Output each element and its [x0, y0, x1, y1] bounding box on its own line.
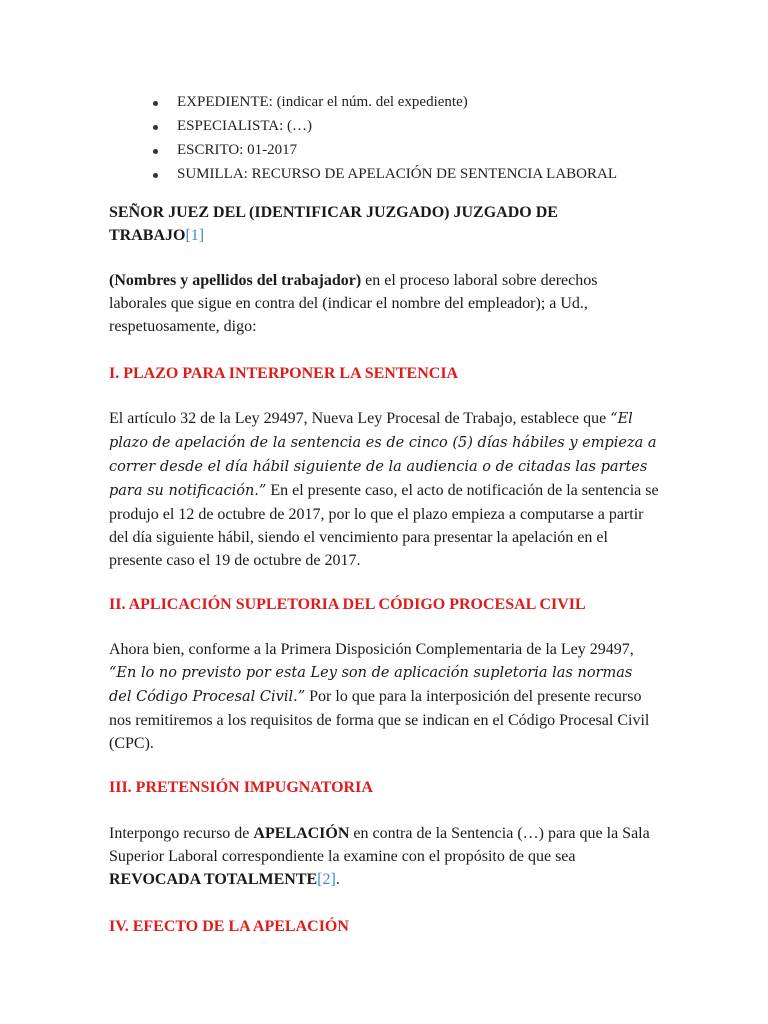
section-4-heading: IV. EFECTO DE LA APELACIÓN — [109, 918, 349, 935]
section-2-text-after: Por lo que para la interposición del presente recurso nos remitiremos a los requisitos de forma que se indican en el Código Procesal Civil (CPC). — [109, 688, 650, 752]
footnote-ref-1[interactable]: [1] — [185, 227, 205, 244]
section-2-heading: II. APLICACIÓN SUPLETORIA DEL CÓDIGO PROCESAL CIVIL — [109, 596, 586, 613]
section-1-quote: “El plazo de apelación de la sentencia es de cinco (5) días hábiles y empieza a correr desde el día hábil siguiente de la audiencia o de citadas las partes para su notificación.” — [109, 411, 657, 499]
section-3-text-1: Interpongo recurso de — [109, 825, 254, 842]
bullet-escrito: ESCRITO: 01-2017 — [0, 138, 768, 162]
section-1-text-after: En el presente caso, el acto de notificación de la sentencia se produjo el 12 de octubre de 2017, por lo que el plazo empieza a computarse a partir del día siguiente hábil, siendo el vencimiento para presentar la apelación en el presente caso el 19 de octubre de 2017. — [109, 482, 659, 569]
section-3-text-2: en contra de la Sentencia (…) para que la Sala Superior Laboral correspondiente la examine con el propósito de que sea — [109, 825, 650, 865]
bullet-sumilla: SUMILLA: RECURSO DE APELACIÓN DE SENTENCIA LABORAL — [0, 162, 768, 186]
intro-paragraph — [109, 269, 634, 338]
section-1-text-before: El artículo 32 de la Ley 29497, Nueva Ley Procesal de Trabajo, establece que — [109, 410, 611, 427]
bullet-expediente: EXPEDIENTE: (indicar el núm. del expediente) — [0, 90, 768, 114]
section-2-quote: “En lo no previsto por esta Ley son de aplicación supletoria las normas del Código Procesal Civil.” — [109, 665, 633, 705]
intro-text: en el proceso laboral sobre derechos laborales que sigue en contra del (indicar el nombre del empleador); a Ud., respetuosamente, digo: — [109, 272, 598, 335]
section-3-paragraph — [109, 822, 654, 891]
section-3-heading: III. PRETENSIÓN IMPUGNATORIA — [109, 779, 373, 796]
worker-name-placeholder: (Nombres y apellidos del trabajador) — [109, 272, 362, 289]
section-2-paragraph — [109, 638, 654, 755]
section-2-text-before: Ahora bien, conforme a la Primera Disposición Complementaria de la Ley 29497, — [109, 641, 634, 658]
section-3-bold-1: APELACIÓN — [253, 825, 350, 842]
section-3-bold-2: REVOCADA TOTALMENTE — [109, 871, 318, 888]
header-bullet-list — [0, 90, 768, 186]
section-1-heading: I. PLAZO PARA INTERPONER LA SENTENCIA — [109, 365, 459, 382]
footnote-ref-2[interactable]: [2] — [317, 871, 336, 888]
bullet-especialista: ESPECIALISTA: (…) — [0, 114, 768, 138]
section-3-end: . — [335, 871, 340, 888]
section-1-paragraph — [109, 407, 661, 572]
addressee — [109, 201, 609, 247]
addressee-text: SEÑOR JUEZ DEL (IDENTIFICAR JUZGADO) JUZGADO DE TRABAJO — [109, 204, 558, 244]
